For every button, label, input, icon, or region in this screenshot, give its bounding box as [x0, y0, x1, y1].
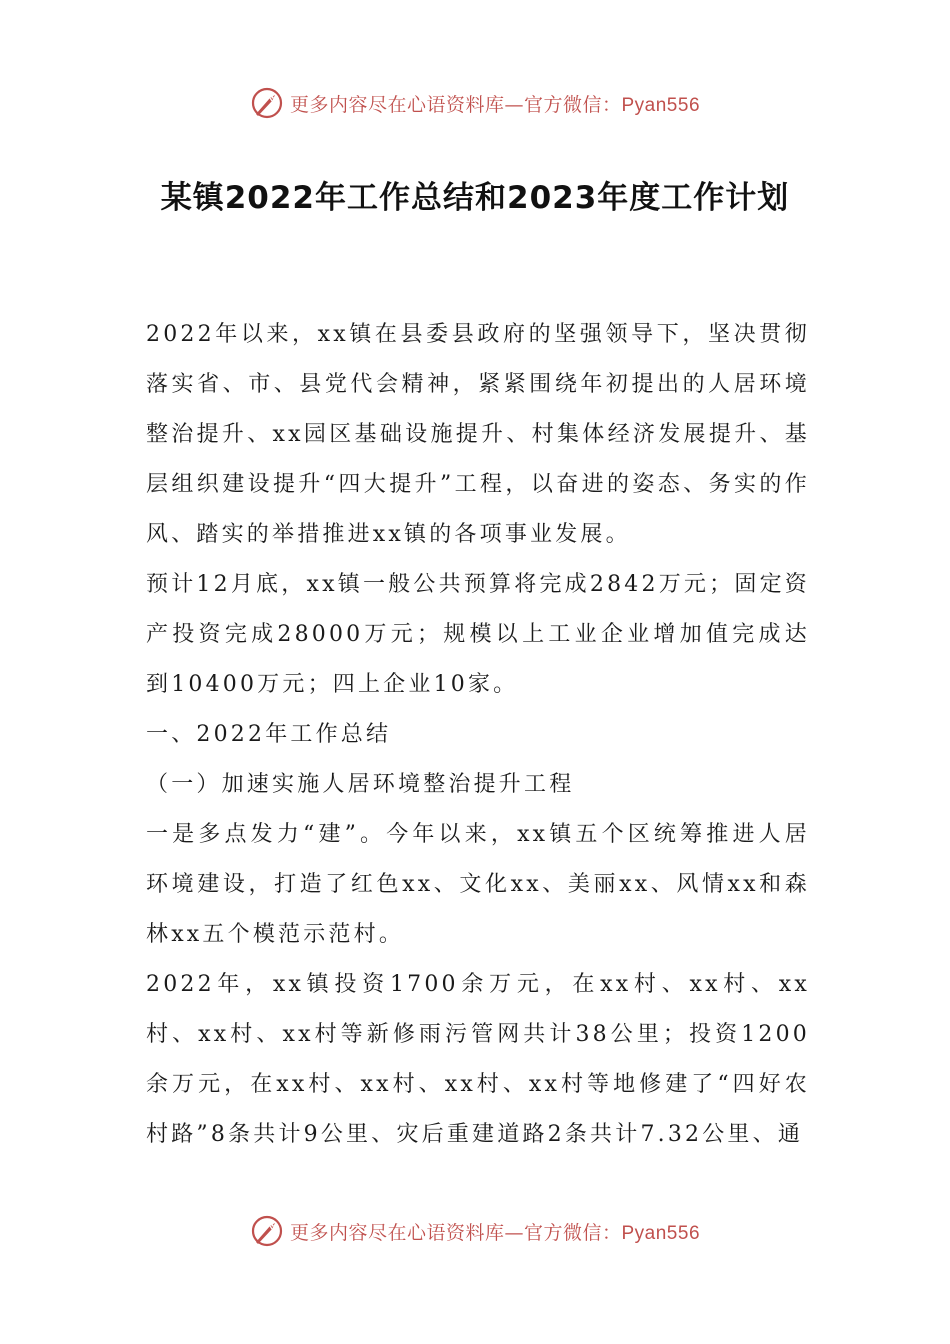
watermark-text	[290, 1218, 700, 1245]
pen-nib-circle-icon	[250, 86, 284, 120]
watermark-label: 更多内容尽在心语资料库—官方微信：	[289, 93, 622, 116]
watermark-label: 更多内容尽在心语资料库—官方微信：	[289, 1221, 622, 1244]
watermark-footer	[0, 1211, 950, 1251]
pen-nib-circle-icon	[250, 1214, 284, 1248]
watermark-text	[290, 90, 700, 117]
watermark-header	[0, 83, 950, 123]
document-title: 某镇2022年工作总结和2023年度工作计划	[160, 180, 790, 216]
watermark-account: Pyan556	[621, 94, 701, 116]
paragraph-forecast: 预计12月底，xx镇一般公共预算将完成2842万元；固定资产投资完成28000万元；规模以上工业企业增加值完成达到10400万元；四上企业10家。	[146, 572, 810, 697]
paragraph-construction: 一是多点发力“建”。今年以来，xx镇五个区统筹推进人居环境建设，打造了红色xx、文化xx、美丽xx、风情xx和森林xx五个模范示范村。	[146, 822, 810, 947]
subsection-heading: （一）加速实施人居环境整治提升工程	[146, 772, 575, 797]
document-body	[146, 310, 810, 1160]
paragraph-intro: 2022年以来，xx镇在县委县政府的坚强领导下，坚决贯彻落实省、市、县党代会精神，紧紧围绕年初提出的人居环境整治提升、xx园区基础设施提升、村集体经济发展提升、基层组织建设提升“四大提升”工程，以奋进的姿态、务实的作风、踏实的举措推进xx镇的各项事业发展。	[146, 322, 810, 547]
section-heading: 一、2022年工作总结	[146, 722, 392, 747]
watermark-account: Pyan556	[621, 1222, 701, 1244]
paragraph-investment: 2022年，xx镇投资1700余万元，在xx村、xx村、xx村、xx村、xx村等新修雨污管网共计38公里；投资1200余万元，在xx村、xx村、xx村、xx村等地修建了“四好农村路”8条共计9公里、灾后重建道路2条共计7.32公里、通	[146, 972, 810, 1147]
